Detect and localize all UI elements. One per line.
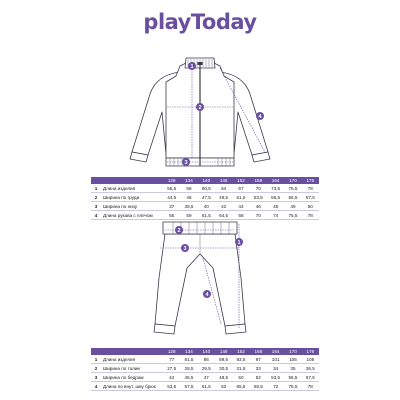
cell-value: 31,5 <box>232 364 249 373</box>
table-row <box>91 373 319 382</box>
measure-name: Длина изделия <box>101 184 163 193</box>
cell-value: 55,5 <box>284 373 301 382</box>
size-header: 164 <box>267 177 284 184</box>
size-header: 158 <box>250 348 267 355</box>
cell-value: 44 <box>232 202 249 211</box>
cell-value: 70 <box>250 184 267 193</box>
pants-left-cuff <box>154 324 175 334</box>
cell-value: 68 <box>232 211 249 220</box>
cell-value: 78 <box>302 211 319 220</box>
jacket-marker-4-label: 4 <box>258 114 262 120</box>
pants-marker-1-label: 1 <box>237 240 241 246</box>
cell-value: 60,5 <box>198 184 215 193</box>
row-number: 2 <box>91 364 101 373</box>
cell-value: 69,5 <box>250 382 267 391</box>
cell-value: 35 <box>284 364 301 373</box>
cell-value: 81,5 <box>180 355 197 364</box>
jacket-size-table <box>91 177 319 220</box>
cell-value: 86 <box>198 355 215 364</box>
pants-marker-3-label: 3 <box>183 246 187 252</box>
size-header: 152 <box>232 177 249 184</box>
pants-marker-2-label: 2 <box>177 228 181 234</box>
pants-marker-4-label: 4 <box>205 292 209 298</box>
cell-value: 78 <box>302 382 319 391</box>
cell-value: 67 <box>232 184 249 193</box>
cell-value: 49 <box>284 202 301 211</box>
measure-name: Длина рукава с плечом <box>101 211 163 220</box>
cell-value: 34 <box>267 364 284 373</box>
cell-value: 28,5 <box>180 364 197 373</box>
cell-value: 73,5 <box>267 184 284 193</box>
cell-value: 42 <box>215 202 232 211</box>
cell-value: 56,5 <box>284 193 301 202</box>
size-header: 152 <box>232 348 249 355</box>
size-header: 176 <box>302 177 319 184</box>
cell-value: 72 <box>267 382 284 391</box>
pants-waistband <box>163 222 237 234</box>
cell-value: 58 <box>180 184 197 193</box>
size-header: 170 <box>284 177 301 184</box>
cell-value: 51,5 <box>232 193 249 202</box>
pants-size-header-row <box>91 348 319 355</box>
cell-value: 53,5 <box>163 382 180 391</box>
cell-value: 75,5 <box>284 382 301 391</box>
row-number: 1 <box>91 355 101 364</box>
table-row <box>91 193 319 202</box>
measure-name: Ширина по низу <box>101 202 163 211</box>
cell-value: 38,5 <box>180 202 197 211</box>
cell-value: 108 <box>302 355 319 364</box>
cell-value: 55,5 <box>163 184 180 193</box>
measure-name: Ширина по груди <box>101 193 163 202</box>
cell-value: 53,5 <box>250 193 267 202</box>
row-number: 2 <box>91 193 101 202</box>
size-header-blank <box>91 177 163 184</box>
cell-value: 46 <box>250 202 267 211</box>
cell-value: 30,5 <box>215 364 232 373</box>
cell-value: 47,5 <box>198 193 215 202</box>
cell-value: 44 <box>163 373 180 382</box>
cell-value: 52 <box>250 373 267 382</box>
cell-value: 50 <box>232 373 249 382</box>
measure-name: Длина по внут. шву брюк <box>101 382 163 391</box>
cell-value: 46 <box>180 193 197 202</box>
size-header: 176 <box>302 348 319 355</box>
jacket-diagram <box>120 54 280 174</box>
cell-value: 75,5 <box>284 211 301 220</box>
cell-value: 70 <box>250 211 267 220</box>
size-header-blank <box>91 348 163 355</box>
cell-value: 57,5 <box>180 382 197 391</box>
size-header: 140 <box>198 177 215 184</box>
pants-size-table <box>91 348 319 391</box>
size-header: 158 <box>250 177 267 184</box>
size-header: 170 <box>284 348 301 355</box>
size-header: 164 <box>267 348 284 355</box>
size-header: 140 <box>198 348 215 355</box>
cell-value: 57,5 <box>302 193 319 202</box>
measure-name: Ширина по талии <box>101 364 163 373</box>
cell-value: 64 <box>215 184 232 193</box>
size-header: 134 <box>180 348 197 355</box>
cell-value: 36,5 <box>302 364 319 373</box>
cell-value: 53,5 <box>267 373 284 382</box>
cell-value: 63 <box>215 382 232 391</box>
cell-value: 47 <box>198 373 215 382</box>
cell-value: 55,5 <box>267 193 284 202</box>
cell-value: 29,5 <box>198 364 215 373</box>
jacket-marker-1-label: 1 <box>190 64 194 70</box>
cell-value: 97 <box>250 355 267 364</box>
cell-value: 49,5 <box>215 193 232 202</box>
row-number: 4 <box>91 211 101 220</box>
size-header: 128 <box>163 177 180 184</box>
jacket-marker-3-label: 3 <box>184 160 188 166</box>
size-header: 146 <box>215 177 232 184</box>
cell-value: 61,5 <box>198 382 215 391</box>
cell-value: 56 <box>163 211 180 220</box>
measure-name: Длина изделия <box>101 355 163 364</box>
cell-value: 40 <box>198 202 215 211</box>
cell-value: 75,5 <box>284 184 301 193</box>
row-number: 4 <box>91 382 101 391</box>
table-row <box>91 355 319 364</box>
table-row <box>91 202 319 211</box>
cell-value: 101 <box>267 355 284 364</box>
table-row <box>91 382 319 391</box>
cell-value: 65,5 <box>232 382 249 391</box>
cell-value: 64,5 <box>215 211 232 220</box>
pants-diagram <box>145 218 255 343</box>
cell-value: 59 <box>180 211 197 220</box>
cell-value: 105 <box>284 355 301 364</box>
cell-value: 48 <box>267 202 284 211</box>
table-row <box>91 364 319 373</box>
size-header: 146 <box>215 348 232 355</box>
cell-value: 61,5 <box>198 211 215 220</box>
cell-value: 93,5 <box>232 355 249 364</box>
cell-value: 50 <box>302 202 319 211</box>
cell-value: 48,5 <box>215 373 232 382</box>
cell-value: 27,5 <box>163 364 180 373</box>
cell-value: 44,5 <box>163 193 180 202</box>
cell-value: 33 <box>250 364 267 373</box>
cell-value: 37 <box>163 202 180 211</box>
jacket-size-header-row <box>91 177 319 184</box>
size-header: 128 <box>163 348 180 355</box>
row-number: 3 <box>91 202 101 211</box>
cell-value: 78 <box>302 184 319 193</box>
size-header: 134 <box>180 177 197 184</box>
table-row <box>91 184 319 193</box>
cell-value: 89,5 <box>215 355 232 364</box>
jacket-marker-2-label: 2 <box>198 105 202 111</box>
row-number: 1 <box>91 184 101 193</box>
pants-right-cuff <box>225 324 246 334</box>
row-number: 3 <box>91 373 101 382</box>
cell-value: 57,5 <box>302 373 319 382</box>
brand-logo: playToday <box>143 10 257 34</box>
cell-value: 77 <box>163 355 180 364</box>
measure-name: Ширина по бедрам <box>101 373 163 382</box>
cell-value: 45,5 <box>180 373 197 382</box>
cell-value: 74 <box>267 211 284 220</box>
